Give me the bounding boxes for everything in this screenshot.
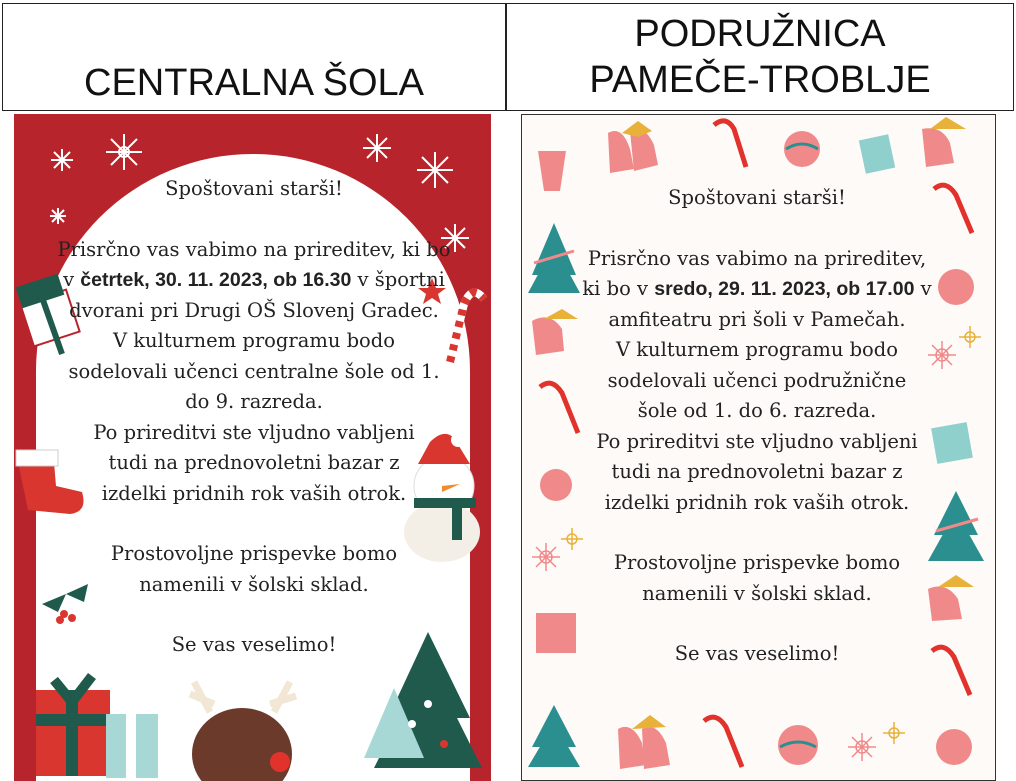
bells-icon (608, 121, 658, 173)
christmas-tree-icon (928, 491, 984, 561)
stocking-icon (538, 151, 566, 191)
header-branch-school (506, 3, 1014, 111)
donations-paragraph: Prostovoljne prispevke bomo namenili v šolski sklad. (613, 551, 901, 605)
greeting: Spoštovani starši! (668, 186, 846, 209)
candy-cane-icon (934, 185, 972, 233)
header-central-school (2, 3, 506, 111)
candy-cane-icon (714, 121, 746, 167)
ornament-icon (936, 729, 972, 765)
central-invitation-body (39, 174, 469, 661)
bells-icon (618, 727, 646, 769)
header-central-school-text: CENTRALNA ŠOLA (84, 61, 424, 104)
ornament-icon (938, 269, 974, 305)
candy-cane-icon (932, 647, 970, 695)
closing-line: Se vas veselimo! (674, 642, 840, 665)
gift-box-icon (536, 613, 576, 653)
program-paragraph: V kulturnem programu bodo sodelovali učenci podružnične šole od 1. do 6. razreda. (607, 338, 907, 422)
snowflake-icon (532, 528, 583, 571)
program-paragraph: V kulturnem programu bodo sodelovali učenci centralne šole od 1. do 9. razreda. (68, 329, 440, 413)
bazaar-paragraph: Po prireditvi ste vljudno vabljeni tudi na prednovoletni bazar z izdelki pridnih rok vaših otrok. (596, 429, 918, 514)
christmas-tree-icon (528, 705, 580, 767)
gift-stack-icon (36, 676, 158, 778)
central-school-invitation (14, 114, 491, 781)
branch-invitation-body (582, 183, 932, 670)
snowflake-icon (928, 326, 981, 369)
donations-paragraph: Prostovoljne prispevke bomo namenili v šolski sklad. (110, 542, 398, 596)
bazaar-paragraph: Po prireditvi ste vljudno vabljeni tudi na prednovoletni bazar z izdelki pridnih rok vaših otrok. (93, 420, 415, 505)
invitation-text-end: v amfiteatru pri šoli v Pamečah. (608, 277, 932, 331)
bells-icon (928, 587, 962, 621)
invitation-paragraph (39, 235, 469, 327)
gift-box-icon (931, 422, 973, 464)
candy-cane-icon (540, 383, 578, 433)
invitation-paragraph (582, 244, 932, 336)
invitation-text-start: Prisrčno vas vabimo na prireditev, ki bo v (57, 237, 451, 291)
candy-cane-icon (704, 717, 742, 767)
reindeer-icon (190, 682, 296, 781)
branch-school-invitation (521, 114, 996, 781)
ornament-icon (540, 469, 572, 501)
header-branch-line2: PAMEČE-TROBLJE (589, 59, 931, 101)
gift-box-icon (859, 134, 895, 173)
snowflake-icon (848, 722, 905, 761)
event-date-time: četrtek, 30. 11. 2023, ob 16.30 (80, 269, 352, 291)
ornament-icon (784, 131, 820, 167)
bells-icon (532, 317, 564, 355)
greeting: Spoštovani starši! (165, 177, 343, 200)
header-branch-line1: PODRUŽNICA (634, 13, 886, 55)
invitation-text-end: v športni dvorani pri Drugi OŠ Slovenj Gradec. (69, 268, 445, 322)
event-date-time: sredo, 29. 11. 2023, ob 17.00 (654, 278, 915, 300)
closing-line: Se vas veselimo! (171, 633, 337, 656)
christmas-tree-icon (528, 223, 580, 293)
invitation-text-start: Prisrčno vas vabimo na prireditev, ki bo v (582, 246, 927, 300)
bells-icon (922, 128, 954, 167)
